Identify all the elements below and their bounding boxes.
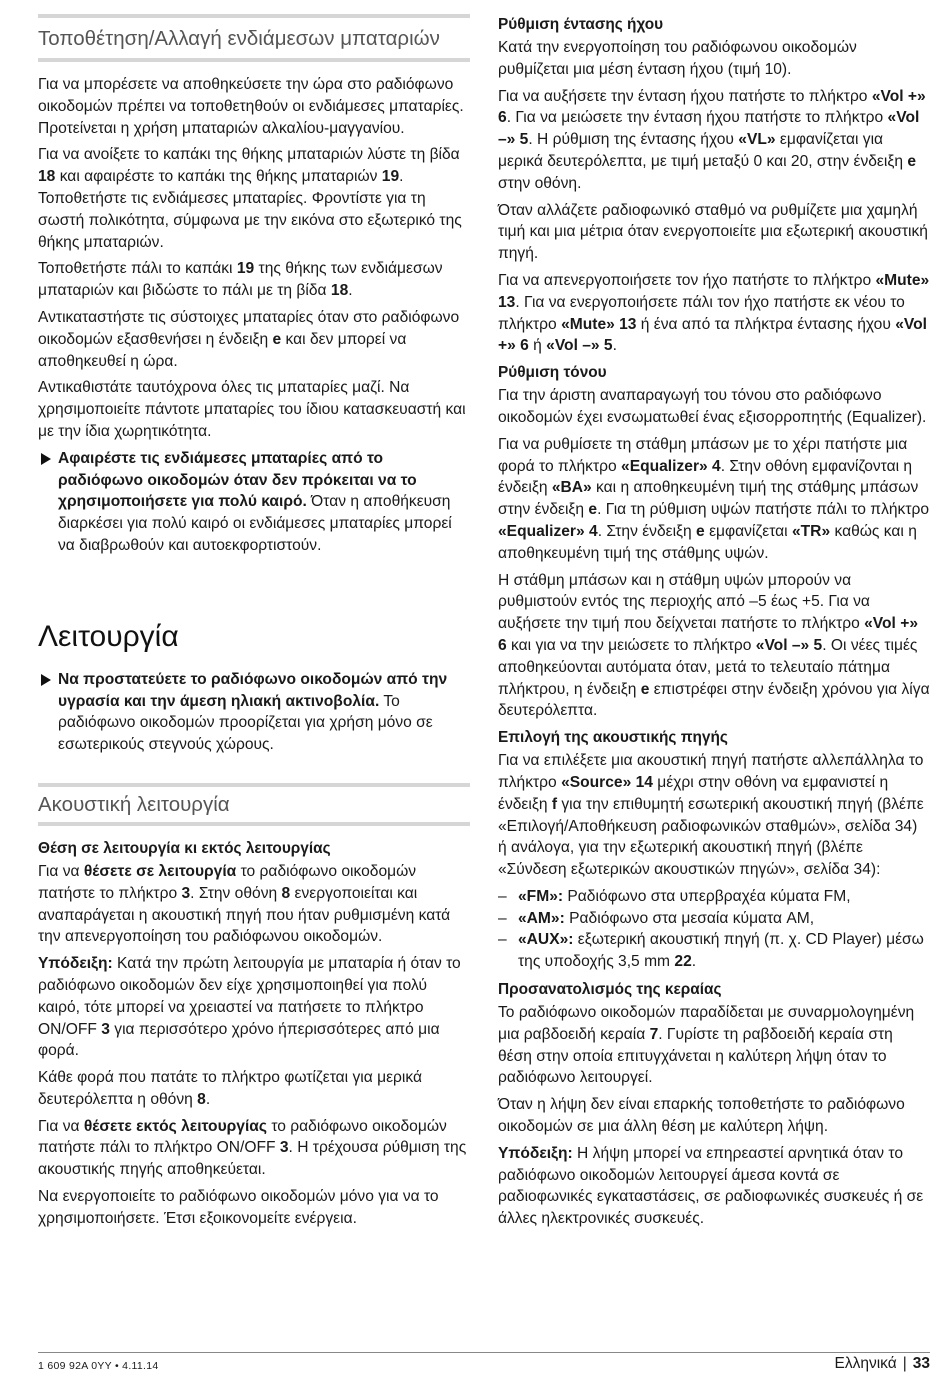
warning-note: Να προστατεύετε το ραδιόφωνο οικοδομών από την υγρασία και την άμεση ηλιακή ακτινοβολία. Το ραδιόφωνο οικοδομών προορίζεται για χρήση μόνο σε εσωτερικούς στεγνούς χώρους. [38,669,470,756]
right-column [498,14,930,1235]
subheading: Προσανατολισμός της κεραίας [498,981,722,999]
list-item: – «AUX»: εξωτερική ακουστική πηγή (π. χ. CD Player) μέσω της υποδοχής 3,5 mm 22. [498,931,924,971]
section-title-audio: Ακουστική λειτουργία [38,783,470,826]
source-list [498,886,930,973]
footer-rule [38,1352,930,1353]
paragraph: Για να μπορέσετε να αποθηκεύσετε την ώρα στο ραδιόφωνο οικοδομών πρέπει να τοποθετηθούν οι ενδιάμεσες μπαταρίες. Προτείνεται η χρήση μπαταριών αλκαλίου-μαγγανίου. [38,76,464,137]
page-number: Ελληνικά | 33 [834,1355,930,1372]
paragraph: Υπόδειξη: Κατά την πρώτη λειτουργία με μπαταρία ή όταν το ραδιόφωνο οικοδομών δεν είχε χρησιμοποιηθεί για πολύ καιρό, τότε μπορεί να χρειαστεί να πατήσετε το πλήκτρο ON/OFF 3 για περισσότερο χρόνο ήπερισσότερες από μια φορά. [38,955,461,1060]
paragraph: Αντικαθιστάτε ταυτόχρονα όλες τις μπαταρίες μαζί. Να χρησιμοποιείτε πάντοτε μπαταρίες του ίδιου κατασκευαστή και με την ίδια χωρητικότητα. [38,379,466,440]
subheading: Επιλογή της ακουστικής πηγής [498,729,728,747]
paragraph: Για να απενεργοποιήσετε τον ήχο πατήστε το πλήκτρο «Mute» 13. Για να ενεργοποιήσετε πάλι τον ήχο πατήστε εκ νέου το πλήκτρο «Mute» 13 ή ένα από τα πλήκτρα έντασης ήχου «Vol +» 6 ή «Vol –» 5. [498,271,930,355]
paragraph: Για να αυξήσετε την ένταση ήχου πατήστε το πλήκτρο «Vol +» 6. Για να μειώσετε την ένταση ήχου πατήστε το πλήκτρο «Vol –» 5. Η ρύθμιση της έντασης ήχου «VL» εμφανίζεται για μερικά δευτερόλεπτα, με τιμή μεταξύ 0 και 20, στην ένδειξη e στην οθόνη. [498,87,926,192]
section-title-batteries: Τοποθέτηση/Αλλαγή ενδιάμεσων μπαταριών [38,14,470,62]
paragraph: Κατά την ενεργοποίηση του ραδιόφωνου οικοδομών ρυθμίζεται μια μέση ένταση ήχου (τιμή 10). [498,39,857,78]
triangle-bullet-icon [41,453,51,465]
subheading: Ρύθμιση τόνου [498,364,607,382]
paragraph: Αντικαταστήστε τις σύστοιχες μπαταρίες όταν στο ραδιόφωνο οικοδομών εξασθενήσει η ένδειξη e και δεν μπορεί να αποθηκευθεί η ώρα. [38,308,460,370]
paragraph: Για να ανοίξετε το καπάκι της θήκης μπαταριών λύστε τη βίδα 18 και αφαιρέστε το καπάκι της θήκης μπαταριών 19. Τοποθετήστε τις ενδιάμεσες μπαταρίες. Φροντίστε για τη σωστή πολικότητα, σύμφωνα με την εικόνα στο εξωτερικό της θήκης μπαταριών. [38,146,462,251]
paragraph: Για την άριστη αναπαραγωγή του τόνου στο ραδιόφωνο οικοδομών έχει ενσωματωθεί ένας εξισορροπητής (Equalizer). [498,387,927,426]
chapter-title: Λειτουργία [38,619,179,653]
warning-note: Αφαιρέστε τις ενδιάμεσες μπαταρίες από το ραδιόφωνο οικοδομών όταν δεν πρόκειται να το χρησιμοποιήσετε για πολύ καιρό. Όταν η αποθήκευση διαρκέσει για πολύ καιρό οι ενδιάμεσες μπαταρίες μπορεί να διαβρωθούν και αυτοεκφορτιστούν. [38,448,470,557]
paragraph: Υπόδειξη: Η λήψη μπορεί να επηρεαστεί αρνητικά όταν το ραδιόφωνο οικοδομών λειτουργεί άμεσα κοντά σε ραδιοφωνικές εγκαταστάσεις, σε ραδιοφωνικές συσκευές ή σε άλλες ηλεκτρονικές συσκευές. [498,1144,924,1228]
paragraph: Όταν η λήψη δεν είναι επαρκής τοποθετήστε το ραδιόφωνο οικοδομών σε μια άλλη θέση με καλύτερη λήψη. [498,1096,905,1136]
subheading: Θέση σε λειτουργία κι εκτός λειτουργίας [38,839,331,857]
paragraph: Κάθε φορά που πατάτε το πλήκτρο φωτίζεται για μερικά δευτερόλεπτα η οθόνη 8. [38,1069,422,1108]
paragraph: Για να θέσετε εκτός λειτουργίας το ραδιόφωνο οικοδομών πατήστε πάλι το πλήκτρο ON/OFF 3. Η τρέχουσα ρύθμιση της ακουστικής πηγής αποθηκεύεται. [38,1117,467,1179]
paragraph: Η στάθμη μπάσων και η στάθμη υψών μπορούν να ρυθμιστούν εντός της περιοχής από –5 έως +5. Για να αυξήσετε την τιμή που δείχνεται πατήστε το πλήκτρο «Vol +» 6 και για να την μειώσετε το πλήκτρο «Vol –» 5. Οι νέες τιμές αποθηκεύονται αυτόματα όταν, μετά το τελευταίο πάτημα πλήκτρου, η ένδειξη e επιστρέφει στην ένδειξη χρόνου για λίγα δευτερόλεπτα. [498,571,930,720]
list-item: – «FM»: Ραδιόφωνο στα υπερβραχέα κύματα FM, [498,887,851,905]
triangle-bullet-icon [41,674,51,686]
paragraph: Να ενεργοποιείτε το ραδιόφωνο οικοδομών μόνο για να το χρησιμοποιήσετε. Έτσι εξοικονομείτε ενέργεια. [38,1188,439,1227]
paragraph: Το ραδιόφωνο οικοδομών παραδίδεται με συναρμολογημένη μια ραβδοειδή κεραία 7. Γυρίστε τη ραβδοειδή κεραία στη θέση στην οποία επιτυγχάνεται η καλύτερη λήψη όταν το ραδιόφωνο λειτουργεί. [498,1004,915,1087]
list-item: – «AM»: Ραδιόφωνο στα μεσαία κύματα AM, [498,909,815,927]
subheading: Ρύθμιση έντασης ήχου [498,16,664,33]
document-code: 1 609 92A 0YY • 4.11.14 [38,1360,159,1372]
paragraph: Για να ρυθμίσετε τη στάθμη μπάσων με το χέρι πατήστε μια φορά το πλήκτρο «Equalizer» 4. Στην οθόνη εμφανίζονται η ένδειξη «BA» και η αποθηκευμένη τιμή της στάθμης μπάσων στην ένδειξη e. Για τη ρύθμιση υψών πατήστε πάλι το πλήκτρο «Equalizer» 4. Στην ένδειξη e εμφανίζεται «TR» καθώς και η αποθηκευμένη τιμή της στάθμης υψών. [498,435,930,562]
paragraph: Όταν αλλάζετε ραδιοφωνικό σταθμό να ρυθμίζετε μια χαμηλή τιμή και μια μέτρια όταν ενεργοποιείτε μια εξωτερική ακουστική πηγή. [498,201,928,263]
paragraph: Για να θέσετε σε λειτουργία το ραδιόφωνο οικοδομών πατήστε το πλήκτρο 3. Στην οθόνη 8 ενεργοποιείται και αναπαράγεται η ακουστική πηγή που ήταν ρυθμισμένη κατά την απενεργοποίηση του ραδιόφωνου οικοδομών. [38,862,451,946]
paragraph: Για να επιλέξετε μια ακουστική πηγή πατήστε αλλεπάλληλα το πλήκτρο «Source» 14 μέχρι στην οθόνη να εμφανιστεί η ένδειξη f για την επιθυμητή εσωτερική ακουστική πηγή (βλέπε «Επιλογή/Αποθήκευση ραδιοφωνικών σταθμών», σελίδα 34) ή ανάλογα, για την εξωτερική ακουστική πηγή (βλέπε «Σύνδεση εξωτερικών ακουστικών πηγών», σελίδα 34): [498,752,924,879]
left-column [38,14,470,1235]
paragraph: Τοποθετήστε πάλι το καπάκι 19 της θήκης των ενδιάμεσων μπαταριών και βιδώστε το πάλι με τη βίδα 18. [38,260,443,300]
